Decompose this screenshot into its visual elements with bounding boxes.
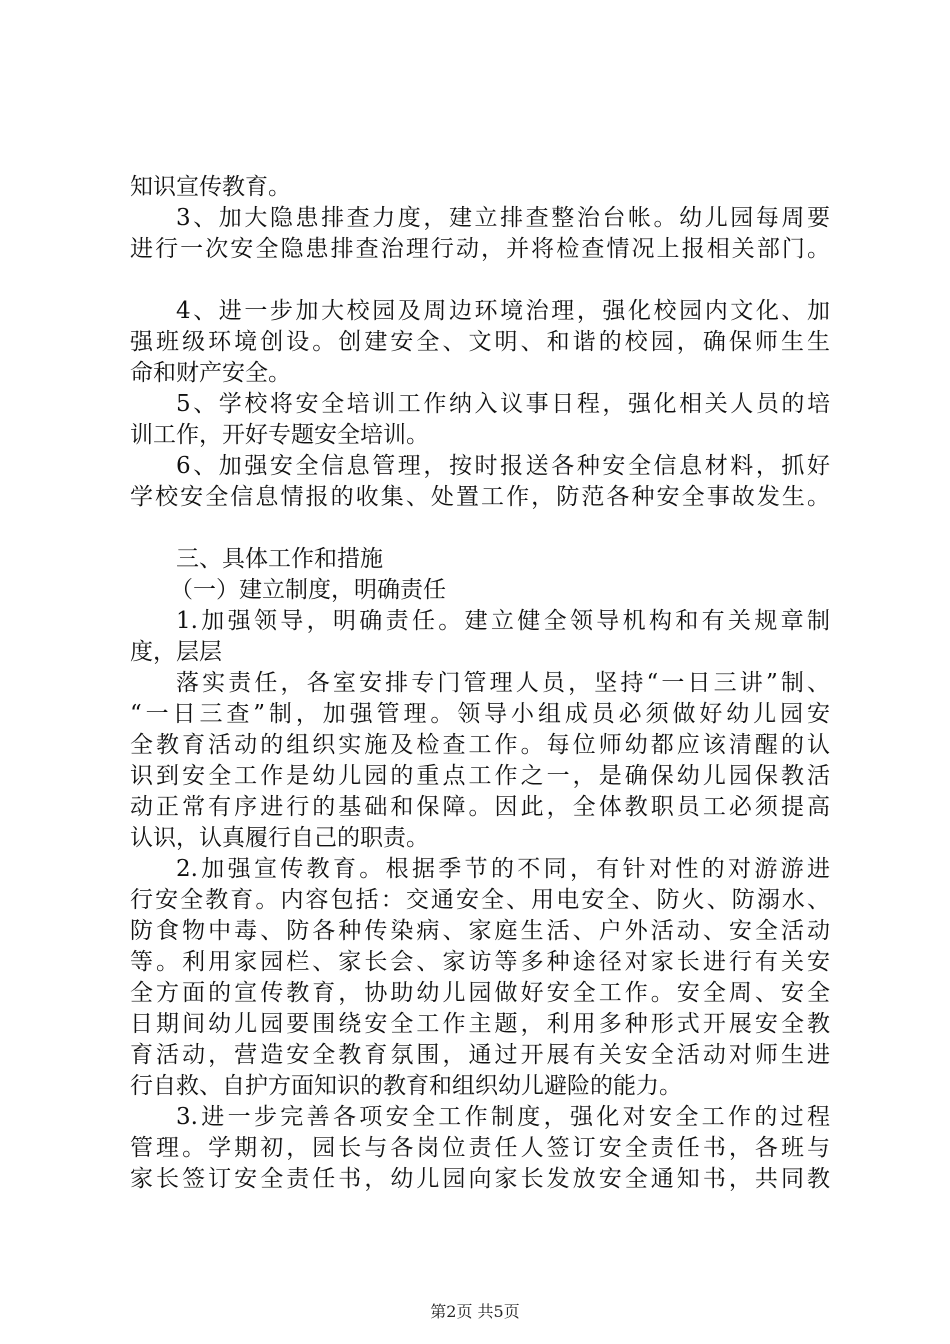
subsection-heading: （一）建立制度，明确责任: [170, 577, 446, 603]
text-line: 防食物中毒、防各种传染病、家庭生活、户外活动、安全活动: [130, 918, 830, 944]
text-line: 命和财产安全。: [130, 360, 291, 386]
text-line: 知识宣传教育。: [130, 174, 291, 200]
text-line: 家长签订安全责任书，幼儿园向家长发放安全通知书，共同教: [130, 1166, 830, 1192]
text-line: 3、加大隐患排查力度，建立排查整治台帐。幼儿园每周要: [176, 205, 830, 231]
text-line: 识到安全工作是幼儿园的重点工作之一，是确保幼儿园保教活: [130, 763, 830, 789]
text-line: 度，层层: [130, 639, 222, 665]
page-footer: 第2页 共5页: [430, 1302, 520, 1321]
text-line: 落实责任，各室安排专门管理人员，坚持“一日三讲”制、: [176, 670, 830, 696]
text-line: “一日三查”制，加强管理。领导小组成员必须做好幼儿园安: [130, 701, 830, 727]
text-line: 3.进一步完善各项安全工作制度，强化对安全工作的过程: [176, 1104, 830, 1130]
text-line: 行自救、自护方面知识的教育和组织幼儿避险的能力。: [130, 1073, 682, 1099]
text-line: 等。利用家园栏、家长会、家访等多种途径对家长进行有关安: [130, 949, 830, 975]
text-line: 认识，认真履行自己的职责。: [130, 825, 429, 851]
text-line: 全教育活动的组织实施及检查工作。每位师幼都应该清醒的认: [130, 732, 830, 758]
text-line: 动正常有序进行的基础和保障。因此，全体教职员工必须提高: [130, 794, 830, 820]
text-line: 学校安全信息情报的收集、处置工作，防范各种安全事故发生。: [130, 484, 830, 510]
text-line: 全方面的宣传教育，协助幼儿园做好安全工作。安全周、安全: [130, 980, 830, 1006]
text-line: 强班级环境创设。创建安全、文明、和谐的校园，确保师生生: [130, 329, 830, 355]
text-line: 育活动，营造安全教育氛围，通过开展有关安全活动对师生进: [130, 1042, 830, 1068]
text-line: 4、进一步加大校园及周边环境治理，强化校园内文化、加: [176, 298, 830, 324]
text-line: 管理。学期初，园长与各岗位责任人签订安全责任书，各班与: [130, 1135, 830, 1161]
text-line: 行安全教育。内容包括：交通安全、用电安全、防火、防溺水、: [130, 887, 830, 913]
text-line: 2.加强宣传教育。根据季节的不同，有针对性的对游游进: [176, 856, 830, 882]
text-line: 5、学校将安全培训工作纳入议事日程，强化相关人员的培: [176, 391, 830, 417]
text-line: 进行一次安全隐患排查治理行动，并将检查情况上报相关部门。: [130, 236, 830, 262]
text-line: 1.加强领导，明确责任。建立健全领导机构和有关规章制: [176, 608, 830, 634]
text-line: 训工作，开好专题安全培训。: [130, 422, 429, 448]
document-body: [130, 172, 830, 1195]
text-line: 6、加强安全信息管理，按时报送各种安全信息材料，抓好: [176, 453, 830, 479]
section-heading: 三、具体工作和措施: [176, 546, 383, 572]
text-line: 日期间幼儿园要围绕安全工作主题，利用多种形式开展安全教: [130, 1011, 830, 1037]
